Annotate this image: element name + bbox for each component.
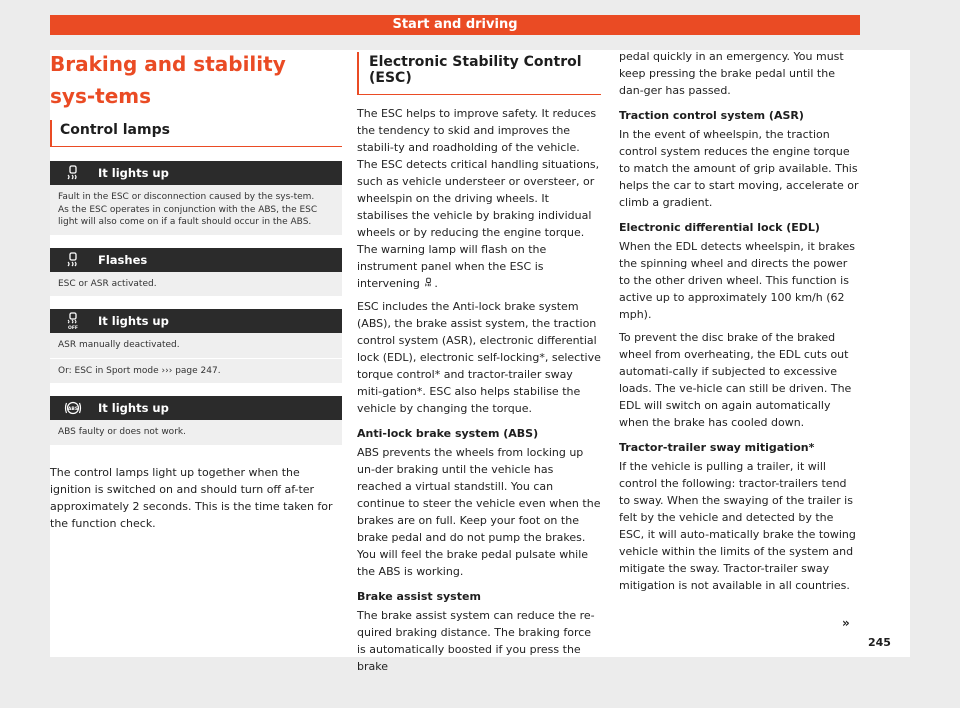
lamp-description: ESC or ASR activated. [50,272,342,298]
esc-heading: Electronic Stability Control (ESC) [357,52,601,95]
lamp-description: Or: ESC in Sport mode ››› page 247. [50,359,342,385]
section-header: Start and driving [50,15,860,35]
abs-icon [64,399,82,417]
abs-paragraph: ABS prevents the wheels from locking up un-der braking until the vehicle has reached a virtual standstill. You can continue to steer the vehicle even when the brakes are on full. Keep your foot on the brake pedal and do not pump the brakes. You will feel the brake pedal pulsate while the ABS is working. [357,446,601,578]
lamp-esc-lights-up [50,161,342,236]
control-lamps-paragraph: The control lamps light up together when the ignition is switched on and should turn off af-ter approximately 2 seconds. This is the time taken for the function check. [50,465,333,530]
lamp-abs [50,396,342,446]
lamp-state: It lights up [98,166,169,180]
brake-assist-continued: pedal quickly in an emergency. You must keep pressing the brake pedal until the dan-ger has passed. [619,50,844,97]
brake-assist-paragraph: The brake assist system can reduce the re-quired braking distance. The braking force is automatically boosted if you press the brake [357,609,595,673]
esc-off-icon [64,312,82,330]
tsm-paragraph: If the vehicle is pulling a trailer, it will control the following: tractor-trailers tend to sway. When the swaying of the trailer is felt by the vehicle and detected by the ESC, it will auto-matically brake the towing vehicle within the limits of the system and mitigate the sway. Tractor-trailer sway mitigation is not available in all countries. [619,460,856,592]
page-number: 245 [868,636,891,649]
middle-column [357,52,601,681]
svg-text:OFF: OFF [68,326,78,330]
edl-paragraph-2: To prevent the disc brake of the braked wheel from overheating, the EDL cuts out automati-cally if subjected to excessive loads. The ve-hicle can still be driven. The EDL will switch on again automatically when the brake has cooled down. [619,331,852,429]
abs-heading: Anti-lock brake system (ABS) [357,427,539,440]
lamp-description: ASR manually deactivated. [50,333,342,359]
lamp-state: Flashes [98,252,148,267]
lamp-description: ABS faulty or does not work. [50,420,342,446]
edl-paragraph-1: When the EDL detects wheelspin, it brakes the spinning wheel and directs the power to the other driven wheel. This function is active up to approximately 100 km/h (62 mph). [619,240,855,321]
lamp-state: It lights up [98,314,169,328]
asr-heading: Traction control system (ASR) [619,109,804,122]
continued-marker: » [842,616,850,630]
section-title: Braking and stability sys-tems [50,52,286,108]
asr-paragraph: In the event of wheelspin, the traction control system reduces the engine torque to match the amount of grip available. This helps the car to start moving, accelerate or climb a gradient. [619,128,859,209]
tsm-heading: Tractor-trailer sway mitigation* [619,441,815,454]
esc-skid-icon [64,251,82,269]
esc-skid-icon [64,164,82,182]
control-lamps-heading: Control lamps [50,120,342,147]
esc-intro-paragraph: The ESC helps to improve safety. It reduces the tendency to skid and improves the stabili-ty and roadholding of the vehicle. The ESC detects critical handling situations, such as vehicle understeer or oversteer, or wheelspin on the driving wheels. It stabilises the vehicle by braking individual wheels or by reducing the engine torque. The warning lamp will flash on the instrument panel when the ESC is intervening . [357,107,600,290]
lamp-esc-off [50,309,342,384]
right-column [619,48,859,600]
edl-heading: Electronic differential lock (EDL) [619,221,820,234]
lamp-state: It lights up [98,401,169,415]
left-column [50,48,342,538]
lamp-description: Fault in the ESC or disconnection caused by the sys-tem. As the ESC operates in conjunction with the ABS, the ESC light will also come on if a fault should occur in the ABS. [50,185,342,236]
svg-text:ABS: ABS [67,407,79,412]
brake-assist-heading: Brake assist system [357,590,481,603]
lamp-esc-flashes [50,248,342,298]
esc-includes-paragraph: ESC includes the Anti-lock brake system (ABS), the brake assist system, the traction control system (ASR), electronic differential lock (EDL), electronic self-locking*, selective torque control* and tractor-trailer sway miti-gation*. ESC also helps stabilise the vehicle by changing the torque. [357,300,601,415]
esc-skid-icon [423,277,434,288]
